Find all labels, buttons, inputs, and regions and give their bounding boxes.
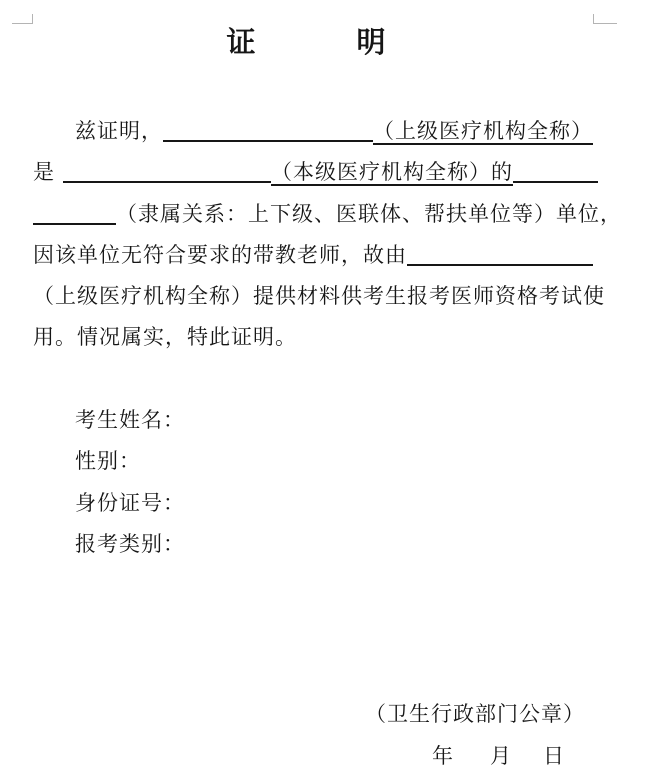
line3-blank-underline [33,223,116,225]
margin-crop-mark-right [593,14,617,24]
line4-text: 因该单位无符合要求的带教老师，故由 [33,243,407,268]
year-label: 年 [432,743,453,768]
line2-lead-text: 是 [33,160,55,185]
month-label: 月 [490,743,511,768]
line2-blank-underline [63,181,271,183]
line3-text: （隶属关系：上下级、医联体、帮扶单位等）单位， [116,201,622,226]
margin-crop-mark-left [12,14,33,24]
day-label: 日 [543,743,564,768]
title-left-char: 证 [226,27,256,59]
field-label-candidate-name: 考生姓名： [75,407,185,432]
body-line-4 [33,234,658,275]
body-line-6: 用。情况属实，特此证明。 [33,324,297,349]
field-label-id-number: 身份证号： [75,490,185,515]
line4-blank-underline [407,264,593,266]
line1-blank-underline [163,140,373,142]
body-line-2 [33,151,658,192]
document-body [0,110,658,358]
title-right-char: 明 [356,27,386,59]
date-line [0,736,658,777]
line1-underlined-label: （上级医疗机构全称） [373,119,593,143]
seal-note: （卫生行政部门公章） [365,702,585,727]
candidate-fields [0,400,658,566]
line2-underlined-label: （本级医疗机构全称）的 [271,160,513,185]
field-label-gender: 性别： [75,449,141,474]
line1-lead-text: 兹证明， [75,119,163,143]
body-line-5: （上级医疗机构全称）提供材料供考生报考医师资格考试使 [33,283,605,308]
body-line-1 [33,110,658,151]
line2-trailing-underline [513,181,598,183]
body-line-3 [33,193,658,234]
field-label-exam-category: 报考类别： [75,531,185,556]
document-title [0,0,612,60]
